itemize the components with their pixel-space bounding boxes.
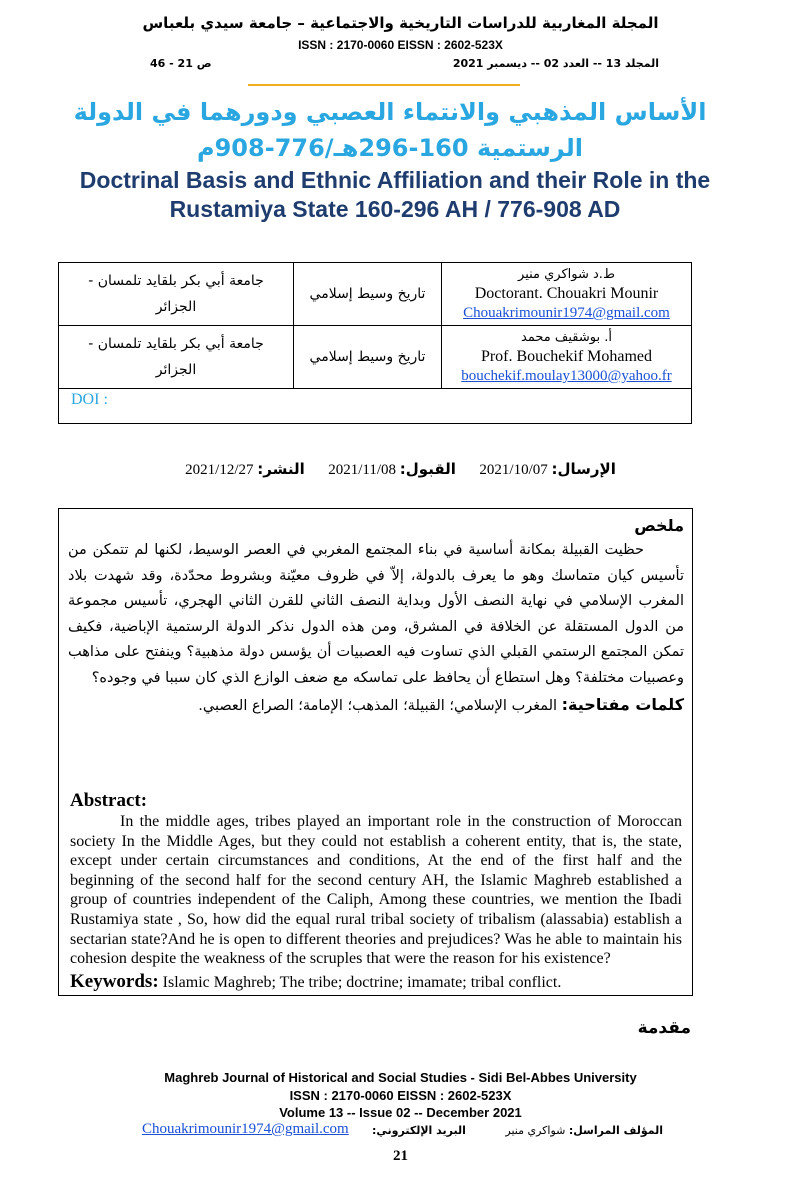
header-issn: ISSN : 2170-0060 EISSN : 2602-523X xyxy=(298,38,503,52)
footer-journal-name: Maghreb Journal of Historical and Social Studies - Sidi Bel-Abbes University xyxy=(164,1070,637,1085)
introduction-heading: مقدمة xyxy=(637,1018,691,1038)
doi-label: DOI : xyxy=(59,389,692,424)
published-label: النشر: xyxy=(257,460,305,478)
corresponding-author-label: المؤلف المراسل: xyxy=(568,1124,663,1137)
author-email-link[interactable]: Chouakrimounir1974@gmail.com xyxy=(463,305,670,321)
doi-row xyxy=(59,389,692,424)
accepted-label: القبول: xyxy=(399,460,456,478)
arabic-abstract xyxy=(68,514,684,719)
header-divider xyxy=(248,84,520,86)
authors-table xyxy=(58,262,692,424)
sent-label: الإرسال: xyxy=(551,460,616,478)
author-name-cell xyxy=(442,326,692,389)
published-date: 2021/12/27 xyxy=(185,462,254,478)
author-specialty: تاريخ وسيط إسلامي xyxy=(294,326,442,389)
corresponding-author xyxy=(505,1124,663,1137)
author-university: جامعة أبي بكر بلقايد تلمسان - الجزائر xyxy=(59,326,294,389)
article-title-arabic: الأساس المذهبي والانتماء العصبي ودورهما في الدولة الرستمية 160-296هـ/776-908م xyxy=(73,98,707,162)
journal-name-arabic: المجلة المغاربية للدراسات التاريخية والاجتماعية – جامعة سيدي بلعباس xyxy=(142,14,659,32)
author-university: جامعة أبي بكر بلقايد تلمسان - الجزائر xyxy=(59,263,294,326)
english-abstract-body: In the middle ages, tribes played an important role in the construction of Moroccan society In the Middle Ages, but they could not establish a coherent entity, that is, the state, except under certain circumstances and conditions, At the end of the first half and the beginning of the second half for the second century AH, the Islamic Maghreb established a group of countries independent of the Caliph, Among these countries, we mention the Ibadi Rustamiya state , So, how did the equal rural tribal society of tribalism (alassabia) establish a sectarian state?And he is open to different theories and prejudices? Was he able to maintain his cohesion despite the weakness of the scruples that were the reason for his existence? xyxy=(70,813,682,968)
header-volume-issue: المجلد 13 -- العدد 02 -- ديسمبر 2021 xyxy=(452,57,659,70)
author-name-arabic: ط.د شواكري منير xyxy=(518,267,615,282)
author-specialty: تاريخ وسيط إسلامي xyxy=(294,263,442,326)
english-abstract-heading: Abstract: xyxy=(70,790,148,811)
author-name-english: Prof. Bouchekif Mohamed xyxy=(480,348,653,365)
sent-date: 2021/10/07 xyxy=(479,462,548,478)
author-name-cell xyxy=(442,263,692,326)
corresponding-author-name: شواكري منير xyxy=(505,1124,566,1137)
english-keywords: Islamic Maghreb; The tribe; doctrine; imamate; tribal conflict. xyxy=(162,973,562,991)
author-email-link[interactable]: bouchekif.moulay13000@yahoo.fr xyxy=(461,368,672,384)
author-name-english: Doctorant. Chouakri Mounir xyxy=(474,285,659,302)
footer-issn: ISSN : 2170-0060 EISSN : 2602-523X xyxy=(289,1088,512,1103)
article-title-english: Doctrinal Basis and Ethnic Affiliation and their Role in the Rustamiya State 160-296 AH / 776-908 AD xyxy=(79,167,711,222)
arabic-keywords-label: كلمات مفتاحية: xyxy=(561,694,684,714)
english-keywords-label: Keywords: xyxy=(70,970,159,992)
author-name-arabic: أ. بوشقيف محمد xyxy=(521,330,612,345)
english-abstract xyxy=(70,790,682,992)
header-page-range: ص 21 - 46 xyxy=(150,57,212,70)
footer-volume-issue: Volume 13 -- Issue 02 -- December 2021 xyxy=(279,1105,522,1120)
arabic-keywords: المغرب الإسلامي؛ القبيلة؛ المذهب؛ الإمامة؛ الصراع العصبي. xyxy=(198,697,558,714)
author-row xyxy=(59,263,692,326)
page-number: 21 xyxy=(393,1148,408,1164)
footer-email-label: البريد الإلكتروني: xyxy=(372,1124,466,1137)
accepted-date: 2021/11/08 xyxy=(328,462,397,478)
arabic-abstract-body: حظيت القبيلة بمكانة أساسية في بناء المجتمع المغربي في العصر الوسيط، لكنها لم تتمكن من تأسيس كيان متماسك وهو ما يعرف بالدولة، إلاّ في ظروف معيّنة وبشروط محدّدة، وقد شهدت بلاد المغرب الإسلامي في نهاية النصف الأول وبداية النصف الثاني للقرن الثاني الهجري، تأسيس مجموعة من الدول المستقلة عن الخلافة في المشرق، ومن هذه الدول نذكر الدولة الرستمية الإباضية، فكيف تمكن المجتمع الرستمي القبلي الذي تساوت فيه العصبيات أن يؤسس دولة مذهبية؟ وينفتح على مذاهب وعصبيات مختلفة؟ وهل استطاع أن يحافظ على تماسكه مع ضعف الوازع الذي كان سببا في وجوده؟ xyxy=(68,542,684,686)
submission-dates xyxy=(0,460,801,479)
author-row xyxy=(59,326,692,389)
arabic-abstract-heading: ملخص xyxy=(634,516,684,535)
footer-email-link[interactable]: Chouakrimounir1974@gmail.com xyxy=(142,1121,349,1137)
